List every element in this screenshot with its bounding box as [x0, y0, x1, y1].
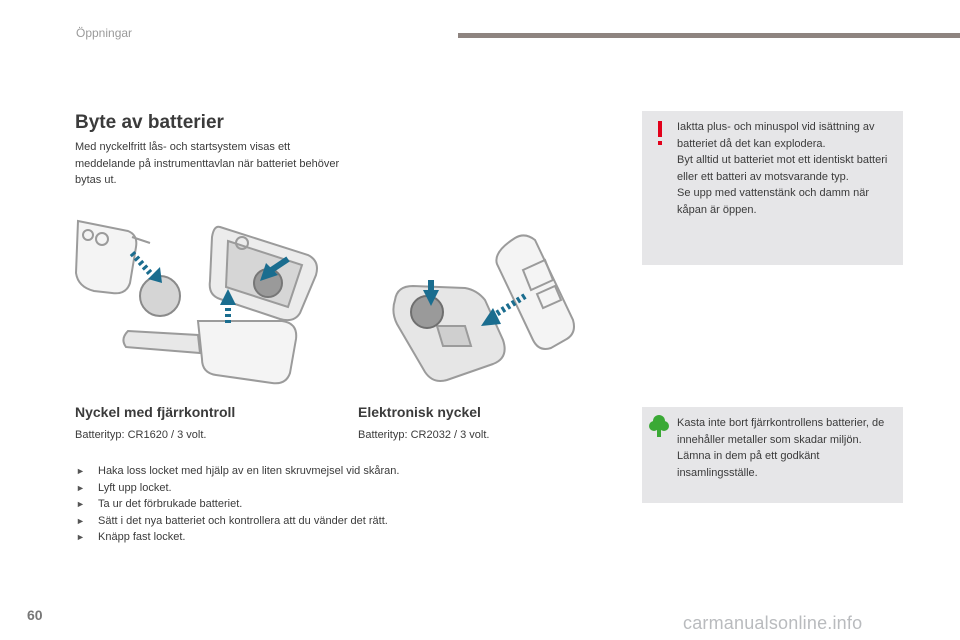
header-rule	[458, 33, 960, 38]
bullet-arrow-icon: ►	[76, 482, 85, 493]
electronic-key-battery-type: Batterityp: CR2032 / 3 volt.	[358, 429, 490, 441]
page-title: Byte av batterier	[75, 112, 224, 133]
warning-line: Byt alltid ut batteriet mot ett identiskt batteri eller ett batteri av motsvarande typ.	[677, 154, 888, 183]
bullet-arrow-icon: ►	[76, 499, 85, 509]
page-number: 60	[27, 607, 43, 623]
warning-box	[642, 111, 903, 265]
environment-text	[677, 415, 897, 481]
electronic-key-heading: Elektronisk nyckel	[358, 404, 481, 420]
bullet-arrow-icon: ►	[76, 532, 85, 542]
list-item: ► Haka loss locket med hjälp av en liten skruvmejsel vid skåran.	[76, 463, 399, 480]
steps-list	[76, 463, 399, 546]
tree-icon	[648, 413, 670, 439]
environment-box	[642, 407, 903, 503]
section-header: Öppningar	[76, 26, 133, 40]
environment-line: Lämna in dem på ett godkänt insamlingsställe.	[677, 450, 820, 479]
list-item: ► Ta ur det förbrukade batteriet.	[76, 496, 399, 513]
environment-line: Kasta inte bort fjärrkontrollens batterier, de innehåller metaller som skadar miljön.	[677, 417, 885, 446]
remote-key-heading: Nyckel med fjärrkontroll	[75, 404, 236, 420]
bullet-arrow-icon: ►	[76, 466, 85, 476]
bullet-arrow-icon: ►	[76, 515, 85, 526]
warning-text	[677, 119, 897, 218]
list-item: ► Knäpp fast locket.	[76, 529, 399, 546]
exclamation-icon	[656, 121, 664, 147]
intro-text: Med nyckelfritt lås- och startsystem visas ett meddelande på instrumenttavlan när batteriet behöver bytas ut.	[75, 141, 340, 186]
watermark: carmanualsonline.info	[683, 613, 863, 633]
warning-line: Iaktta plus- och minuspol vid isättning av batteriet då det kan explodera.	[677, 121, 875, 150]
electronic-key-illustration	[385, 230, 585, 385]
list-item: ► Sätt i det nya batteriet och kontrollera att du vänder det rätt.	[76, 513, 399, 530]
remote-key-battery-type: Batterityp: CR1620 / 3 volt.	[75, 429, 207, 441]
list-item: ► Lyft upp locket.	[76, 480, 399, 497]
remote-key-illustration	[70, 213, 335, 388]
warning-line: Se upp med vattenstänk och damm när kåpan är öppen.	[677, 187, 869, 216]
